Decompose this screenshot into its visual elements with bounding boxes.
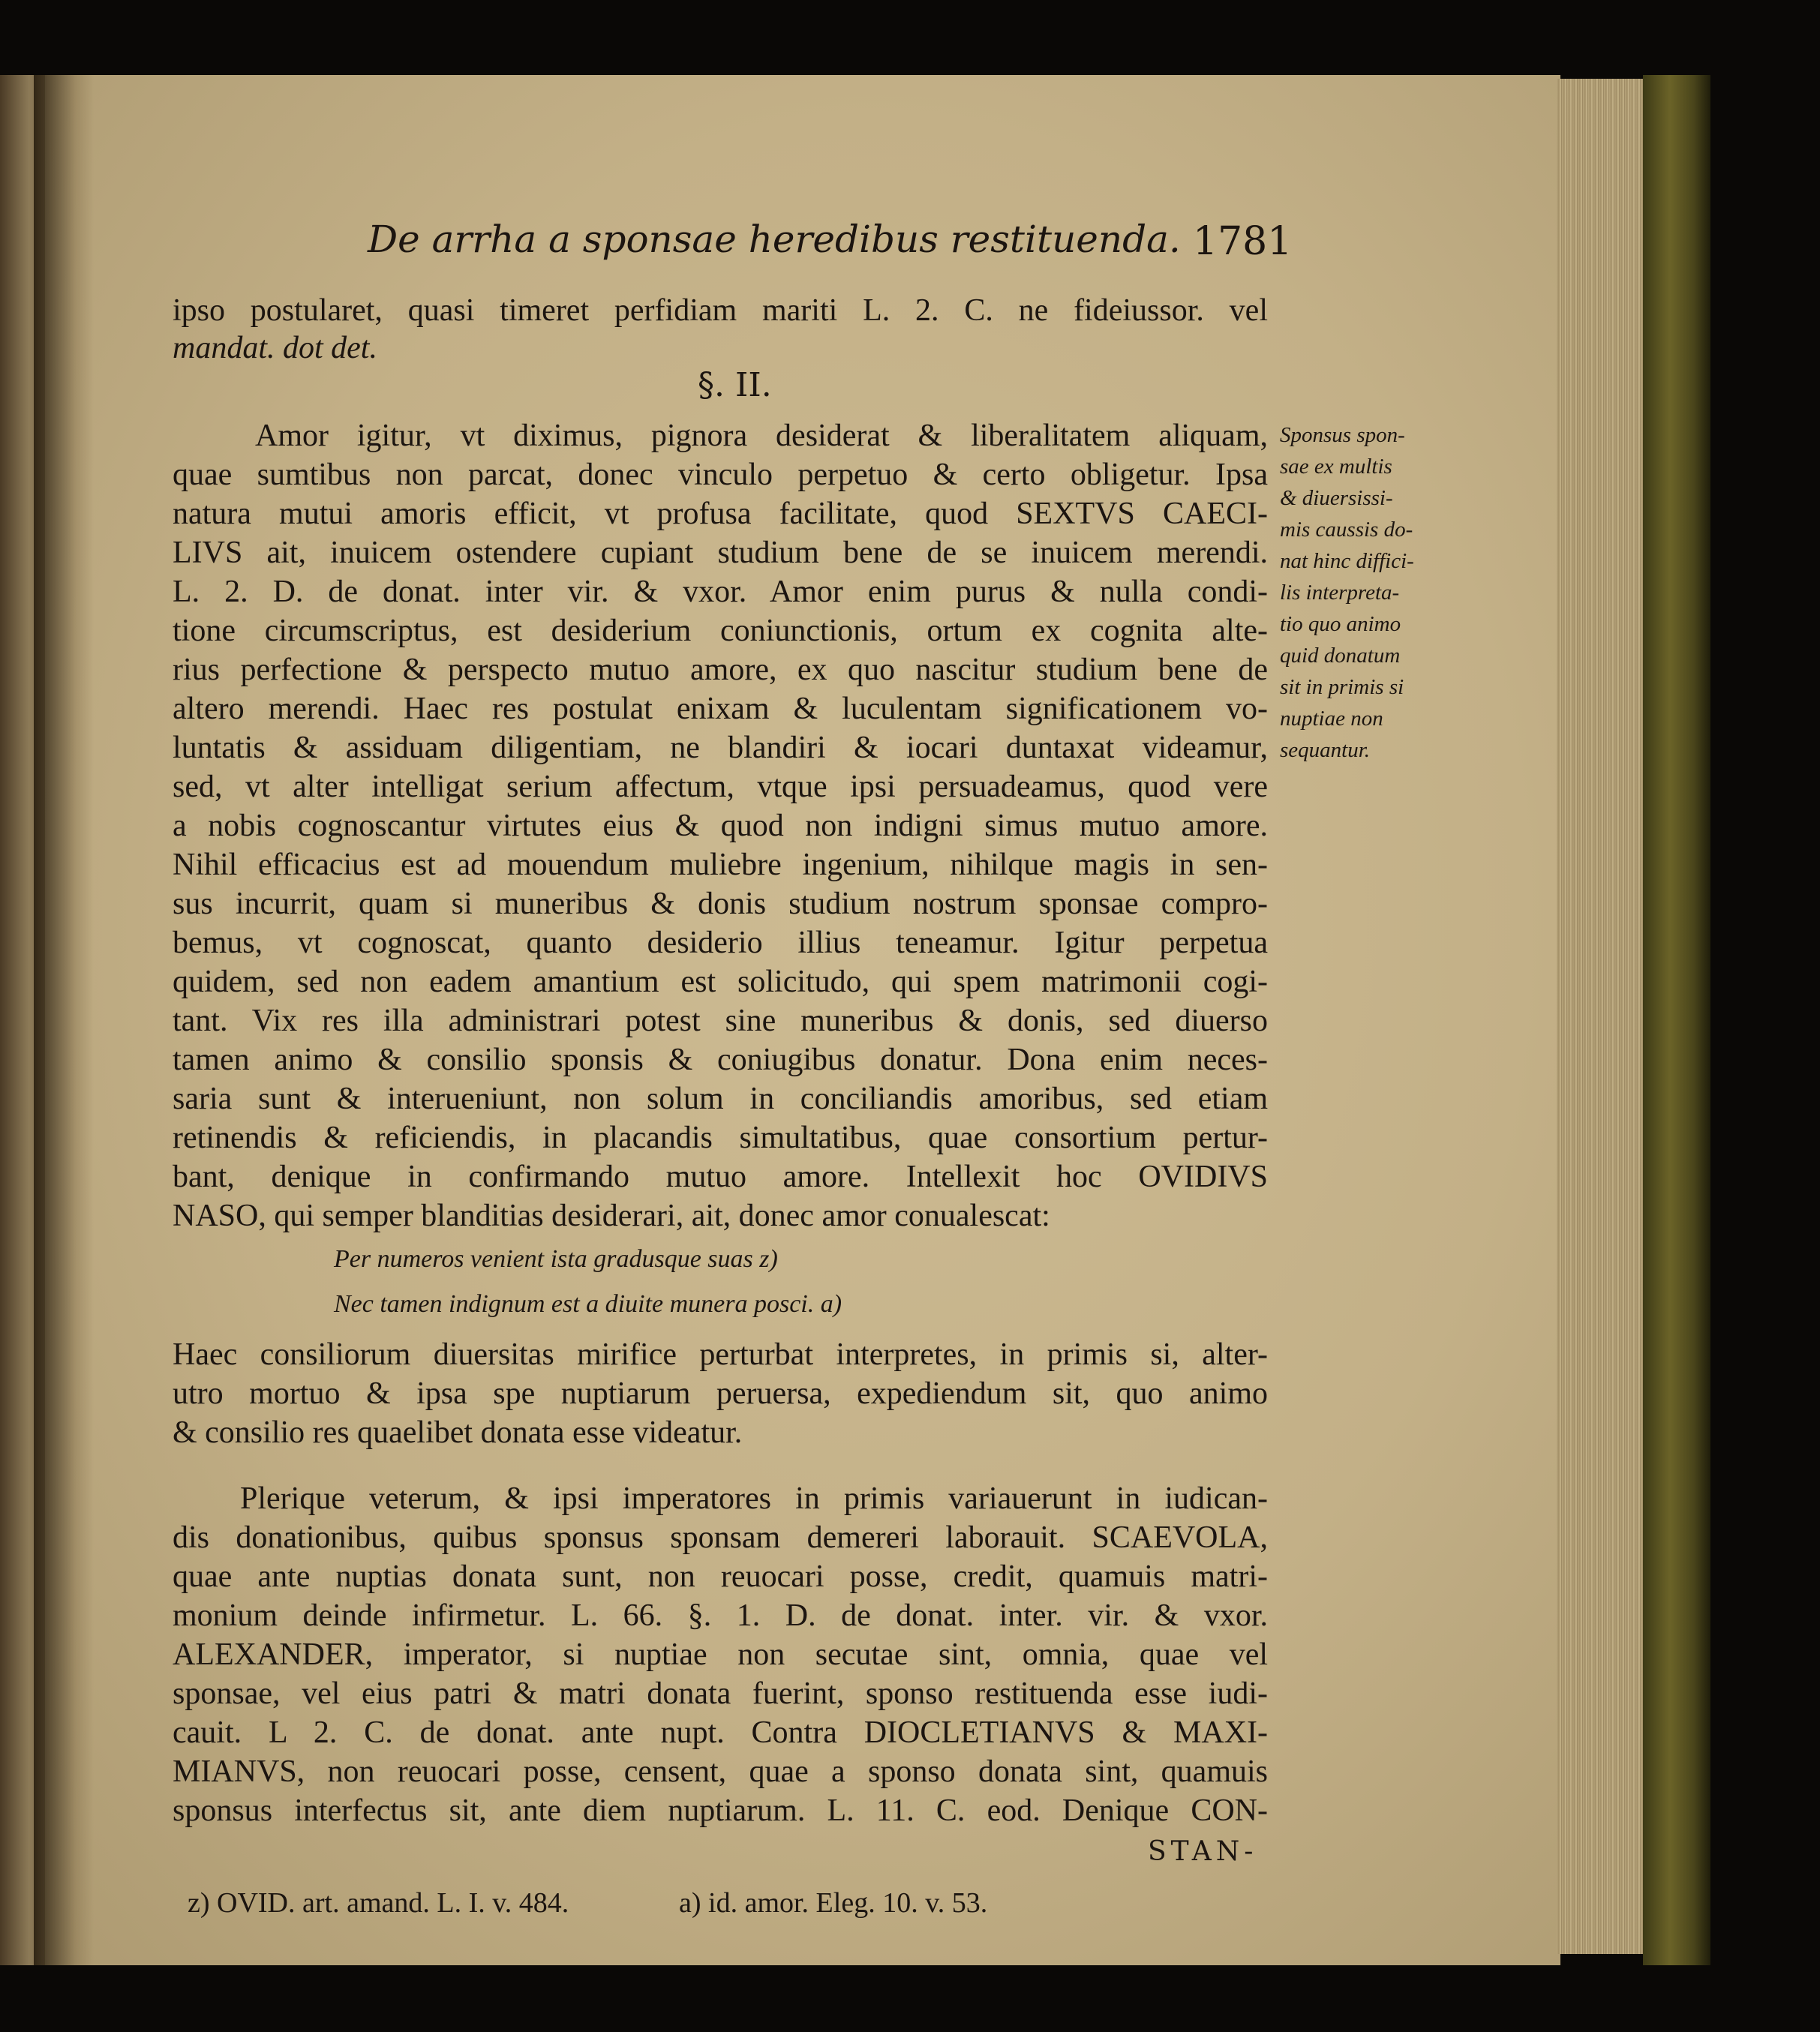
body-line: mandat. dot det. bbox=[173, 331, 377, 365]
body-line: rius perfectione & perspecto mutuo amore, ex quo nascitur studium bene de bbox=[173, 653, 1268, 687]
section-heading: §. II. bbox=[698, 366, 772, 404]
margin-note-line: sae ex multis bbox=[1280, 455, 1392, 479]
body-line: & consilio res quaelibet donata esse videatur. bbox=[173, 1415, 743, 1450]
body-line: cauit. L 2. C. de donat. ante nupt. Contra DIOCLETIANVS & MAXI- bbox=[173, 1715, 1268, 1750]
body-line: MIANVS, non reuocari posse, censent, quae a sponso donata sint, quamuis bbox=[173, 1754, 1268, 1789]
body-line: luntatis & assiduam diligentiam, ne blandiri & iocari duntaxat videamur, bbox=[173, 731, 1268, 765]
body-line: LIVS ait, inuicem ostendere cupiant studium bene de se inuicem merendi. bbox=[173, 536, 1268, 570]
page-number: 1781 bbox=[1193, 219, 1293, 264]
margin-note-line: sit in primis si bbox=[1280, 675, 1404, 699]
body-line: monium deinde infirmetur. L. 66. §. 1. D. de donat. inter. vir. & vxor. bbox=[173, 1598, 1268, 1633]
verse-line: Per numeros venient ista gradusque suas z) bbox=[334, 1245, 778, 1273]
book-binding bbox=[1643, 75, 1710, 1965]
body-line: NASO, qui semper blanditias desiderari, ait, donec amor conualescat: bbox=[173, 1199, 1050, 1233]
running-head: De arrha a sponsae heredibus restituenda. bbox=[368, 218, 1181, 261]
body-line: Nihil efficacius est ad mouendum muliebre ingenium, nihilque magis in sen- bbox=[173, 848, 1268, 882]
margin-note-line: & diuersissi- bbox=[1280, 486, 1393, 510]
footnote-z: z) OVID. art. amand. L. I. v. 484. bbox=[188, 1887, 569, 1919]
margin-note-line: nat hinc diffici- bbox=[1280, 549, 1414, 573]
margin-note-line: tio quo animo bbox=[1280, 612, 1401, 636]
margin-note-line: quid donatum bbox=[1280, 644, 1401, 668]
body-line: a nobis cognoscantur virtutes eius & quod non indigni simus mutuo amore. bbox=[173, 809, 1268, 843]
body-line: saria sunt & interueniunt, non solum in conciliandis amoribus, sed etiam bbox=[173, 1082, 1268, 1116]
body-line: retinendis & reficiendis, in placandis simultatibus, quae consortium pertur- bbox=[173, 1121, 1268, 1155]
body-line: sponsae, vel eius patri & matri donata fuerint, sponso restituenda esse iudi- bbox=[173, 1676, 1268, 1711]
body-line: sponsus interfectus sit, ante diem nuptiarum. L. 11. C. eod. Denique CON- bbox=[173, 1793, 1268, 1828]
margin-note-line: nuptiae non bbox=[1280, 707, 1383, 731]
catchword: STAN- bbox=[1148, 1836, 1258, 1867]
body-line: Amor igitur, vt diximus, pignora desiderat & liberalitatem aliquam, bbox=[255, 419, 1268, 453]
body-line: utro mortuo & ipsa spe nuptiarum peruersa, expediendum sit, quo animo bbox=[173, 1376, 1268, 1411]
footnote-a: a) id. amor. Eleg. 10. v. 53. bbox=[679, 1887, 988, 1919]
body-line: sus incurrit, quam si muneribus & donis studium nostrum sponsae compro- bbox=[173, 887, 1268, 921]
body-line: quidem, sed non eadem amantium est solicitudo, qui spem matrimonii cogi- bbox=[173, 965, 1268, 999]
body-line: ipso postularet, quasi timeret perfidiam mariti L. 2. C. ne fideiussor. vel bbox=[173, 293, 1268, 328]
body-line: tione circumscriptus, est desiderium coniunctionis, ortum ex cognita alte- bbox=[173, 614, 1268, 648]
body-line: L. 2. D. de donat. inter vir. & vxor. Amor enim purus & nulla condi- bbox=[173, 575, 1268, 609]
body-line: Haec consiliorum diuersitas mirifice perturbat interpretes, in primis si, alter- bbox=[173, 1337, 1268, 1372]
body-line: dis donationibus, quibus sponsus sponsam demereri laborauit. SCAEVOLA, bbox=[173, 1520, 1268, 1555]
body-line: quae sumtibus non parcat, donec vinculo perpetuo & certo obligetur. Ipsa bbox=[173, 458, 1268, 492]
page-stack-edges bbox=[1557, 79, 1647, 1954]
body-line: bemus, vt cognoscat, quanto desiderio illius teneamur. Igitur perpetua bbox=[173, 926, 1268, 960]
body-line: altero merendi. Haec res postulat enixam & luculentam significationem vo- bbox=[173, 692, 1268, 726]
body-line: natura mutui amoris efficit, vt profusa facilitate, quod SEXTVS CAECI- bbox=[173, 497, 1268, 531]
body-line: ALEXANDER, imperator, si nuptiae non secutae sint, omnia, quae vel bbox=[173, 1637, 1268, 1672]
body-line: tamen animo & consilio sponsis & coniugibus donatur. Dona enim neces- bbox=[173, 1043, 1268, 1077]
body-line: quae ante nuptias donata sunt, non reuocari posse, credit, quamuis matri- bbox=[173, 1559, 1268, 1594]
margin-note-line: Sponsus spon- bbox=[1280, 423, 1405, 447]
body-line: tant. Vix res illa administrari potest sine muneribus & donis, sed diuerso bbox=[173, 1004, 1268, 1038]
body-line: bant, denique in confirmando mutuo amore. Intellexit hoc OVIDIVS bbox=[173, 1160, 1268, 1194]
margin-note-line: mis caussis do- bbox=[1280, 518, 1413, 542]
verse-line: Nec tamen indignum est a diuite munera posci. a) bbox=[334, 1290, 842, 1318]
margin-note-line: sequantur. bbox=[1280, 738, 1371, 762]
body-line: Plerique veterum, & ipsi imperatores in primis variauerunt in iudican- bbox=[240, 1481, 1268, 1516]
gutter-shadow bbox=[34, 75, 94, 1965]
margin-note-line: lis interpreta- bbox=[1280, 581, 1400, 605]
body-line: sed, vt alter intelligat serium affectum, vtque ipsi persuadeamus, quod vere bbox=[173, 770, 1268, 804]
